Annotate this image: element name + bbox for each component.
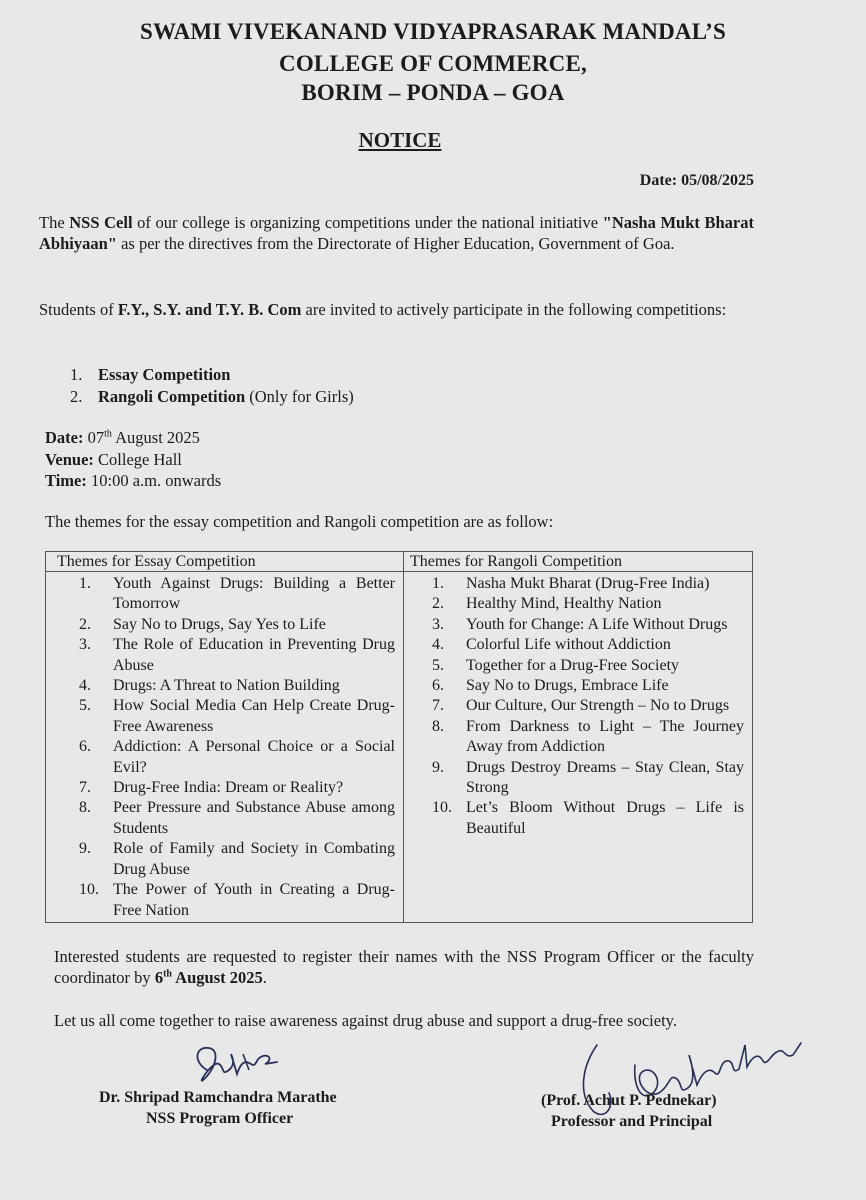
signatory-right-title: Professor and Principal [551, 1113, 713, 1130]
signatory-left-name: Dr. Shripad Ramchandra Marathe [99, 1089, 337, 1106]
signatory-right [541, 1090, 717, 1132]
theme-text: Youth Against Drugs: Building a Better Tomorrow [113, 575, 395, 613]
theme-item [432, 635, 744, 655]
rangoli-themes-header: Themes for Rangoli Competition [410, 553, 622, 570]
theme-text: Together for a Drug-Free Society [466, 656, 680, 674]
theme-item [432, 656, 744, 676]
theme-item [432, 798, 744, 839]
theme-number: 7. [79, 779, 91, 797]
theme-text: Let’s Bloom Without Drugs – Life is Beautiful [466, 799, 744, 837]
theme-number: 2. [432, 595, 444, 613]
invitation-paragraph: Students of F.Y., S.Y. and T.Y. B. Com are invited to actively participate in the following competitions: [39, 300, 727, 319]
theme-number: 10. [432, 799, 452, 817]
competition-item: 1. Essay Competition [70, 365, 231, 384]
theme-text: Say No to Drugs, Embrace Life [466, 677, 669, 695]
theme-item [79, 839, 395, 880]
theme-number: 1. [432, 575, 444, 592]
theme-number: 4. [79, 677, 91, 695]
essay-themes-header: Themes for Essay Competition [57, 553, 256, 570]
competition-item: 2. Rangoli Competition (Only for Girls) [70, 387, 354, 406]
theme-text: The Power of Youth in Creating a Drug-Free Nation [113, 881, 395, 919]
theme-number: 6. [432, 677, 444, 695]
table-header-divider [46, 571, 752, 572]
signatory-left-title: NSS Program Officer [146, 1110, 294, 1127]
signatory-right-name: (Prof. Achut P. Pednekar) [541, 1092, 717, 1109]
theme-item [432, 696, 744, 716]
theme-number: 8. [432, 717, 444, 735]
theme-item [79, 696, 395, 737]
theme-text: Drugs Destroy Dreams – Stay Clean, Stay Strong [466, 758, 744, 797]
theme-item [79, 676, 395, 696]
theme-item [432, 676, 744, 696]
theme-number: 5. [79, 697, 91, 715]
theme-text: Nasha Mukt Bharat (Drug-Free India) [466, 575, 710, 592]
theme-text: The Role of Education in Preventing Drug Abuse [113, 636, 395, 674]
theme-number: 5. [432, 656, 444, 674]
notice-title: NOTICE [358, 128, 442, 152]
theme-item [79, 615, 395, 635]
theme-item [432, 594, 744, 614]
theme-text: Drug-Free India: Dream or Reality? [113, 779, 344, 797]
essay-themes-list [79, 574, 395, 921]
theme-item [432, 717, 744, 758]
themes-intro: The themes for the essay competition and Rangoli competition are as follow: [45, 512, 554, 531]
notice-date: Date: 05/08/2025 [639, 172, 754, 189]
theme-text: Peer Pressure and Substance Abuse among Students [113, 799, 395, 837]
theme-number: 10. [79, 881, 99, 899]
themes-table [45, 551, 753, 923]
event-venue: Venue: College Hall [45, 450, 182, 469]
society-name: SWAMI VIVEKANAND VIDYAPRASARAK MANDAL’S [139, 19, 727, 44]
event-time: Time: 10:00 a.m. onwards [45, 471, 222, 490]
theme-item [79, 635, 395, 676]
theme-number: 9. [432, 758, 444, 776]
closing-paragraph: Let us all come together to raise awareness against drug abuse and support a drug-free society. [54, 1011, 677, 1030]
registration-paragraph: Interested students are requested to register their names with the NSS Program Officer or the faculty coordinator by 6th August 2025. [54, 947, 754, 987]
theme-item [432, 758, 744, 799]
theme-text: Youth for Change: A Life Without Drugs [466, 615, 728, 633]
theme-item [79, 880, 395, 921]
theme-number: 3. [432, 615, 444, 633]
theme-text: Addiction: A Personal Choice or a Social Evil? [113, 738, 395, 776]
theme-number: 6. [79, 738, 91, 756]
event-date: Date: 07th August 2025 [45, 428, 200, 447]
theme-text: Our Culture, Our Strength – No to Drugs [466, 697, 730, 715]
intro-paragraph: The NSS Cell of our college is organizing competitions under the national initiative "Nasha Mukt Bharat Abhiyaan" as per the directives from the Directorate of Higher Education, Government of Goa. [39, 213, 754, 253]
theme-number: 1. [79, 575, 91, 592]
theme-text: Say No to Drugs, Say Yes to Life [113, 615, 326, 633]
theme-text: How Social Media Can Help Create Drug-Free Awareness [113, 697, 395, 735]
theme-number: 3. [79, 636, 91, 654]
theme-item [432, 615, 744, 635]
theme-item [79, 778, 395, 798]
theme-number: 7. [432, 697, 444, 715]
theme-number: 2. [79, 615, 91, 633]
table-column-divider [403, 552, 404, 922]
theme-number: 9. [79, 840, 91, 858]
college-location: BORIM – PONDA – GOA [301, 80, 565, 105]
theme-number: 4. [432, 636, 444, 654]
theme-text: Role of Family and Society in Combating Drug Abuse [113, 840, 395, 878]
theme-text: Healthy Mind, Healthy Nation [466, 595, 662, 613]
theme-item [432, 574, 744, 594]
signatory-left [99, 1087, 337, 1129]
left-signature [185, 1040, 285, 1092]
rangoli-themes-list [432, 574, 744, 839]
theme-number: 8. [79, 799, 91, 817]
college-name: COLLEGE OF COMMERCE, [279, 51, 587, 76]
theme-text: From Darkness to Light – The Journey Away from Addiction [466, 717, 744, 756]
theme-item [79, 798, 395, 839]
theme-item [79, 737, 395, 778]
theme-item [79, 574, 395, 615]
theme-text: Colorful Life without Addiction [466, 636, 671, 654]
theme-text: Drugs: A Threat to Nation Building [113, 677, 340, 695]
